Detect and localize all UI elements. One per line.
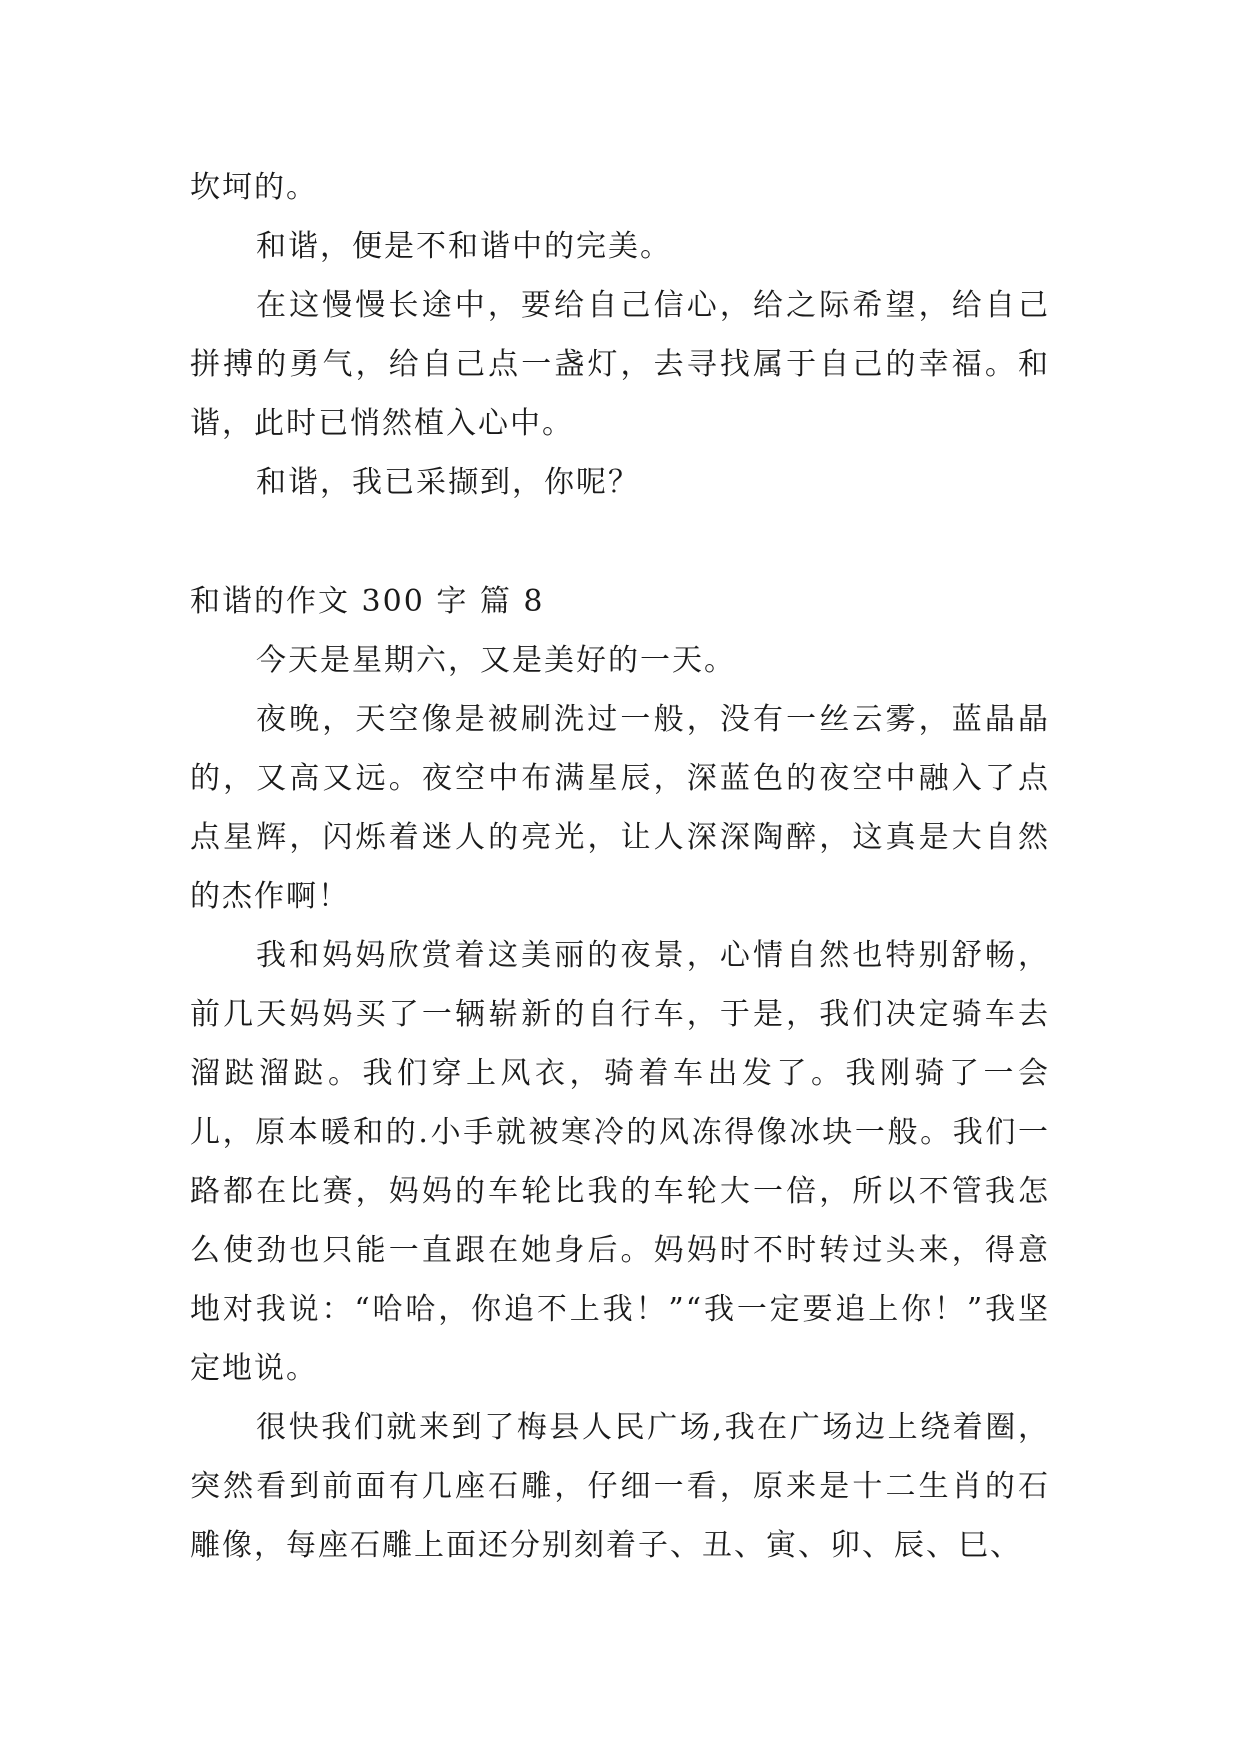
paragraph: 在这慢慢长途中，要给自己信心，给之际希望，给自己拼搏的勇气，给自己点一盏灯，去寻找属于自己的幸福。和谐，此时已悄然植入心中。 (190, 288, 1050, 441)
paragraph: 很快我们就来到了梅县人民广场,我在广场边上绕着圈，突然看到前面有几座石雕，仔细一看，原来是十二生肖的石雕像，每座石雕上面还分别刻着子、丑、寅、卯、辰、巳、 (190, 1410, 1050, 1563)
paragraph: 和谐，便是不和谐中的完美。 (256, 229, 672, 264)
paragraph: 和谐，我已采撷到，你呢？ (256, 465, 640, 500)
paragraph: 坎坷的。 (190, 170, 318, 205)
paragraph: 夜晚，天空像是被刷洗过一般，没有一丝云雾，蓝晶晶的，又高又远。夜空中布满星辰，深蓝色的夜空中融入了点点星辉，闪烁着迷人的亮光，让人深深陶醉，这真是大自然的杰作啊！ (190, 702, 1050, 914)
paragraph: 今天是星期六，又是美好的一天。 (256, 643, 736, 678)
section-heading: 和谐的作文 300 字 篇 8 (190, 584, 545, 619)
document-body (190, 158, 1050, 1575)
paragraph: 我和妈妈欣赏着这美丽的夜景，心情自然也特别舒畅，前几天妈妈买了一辆崭新的自行车，于是，我们决定骑车去溜跶溜跶。我们穿上风衣，骑着车出发了。我刚骑了一会儿，原本暖和的.小手就被寒冷的风冻得像冰块一般。我们一路都在比赛，妈妈的车轮比我的车轮大一倍，所以不管我怎么使劲也只能一直跟在她身后。妈妈时不时转过头来，得意地对我说：“哈哈，你追不上我！”“我一定要追上你！”我坚定地说。 (190, 938, 1050, 1386)
